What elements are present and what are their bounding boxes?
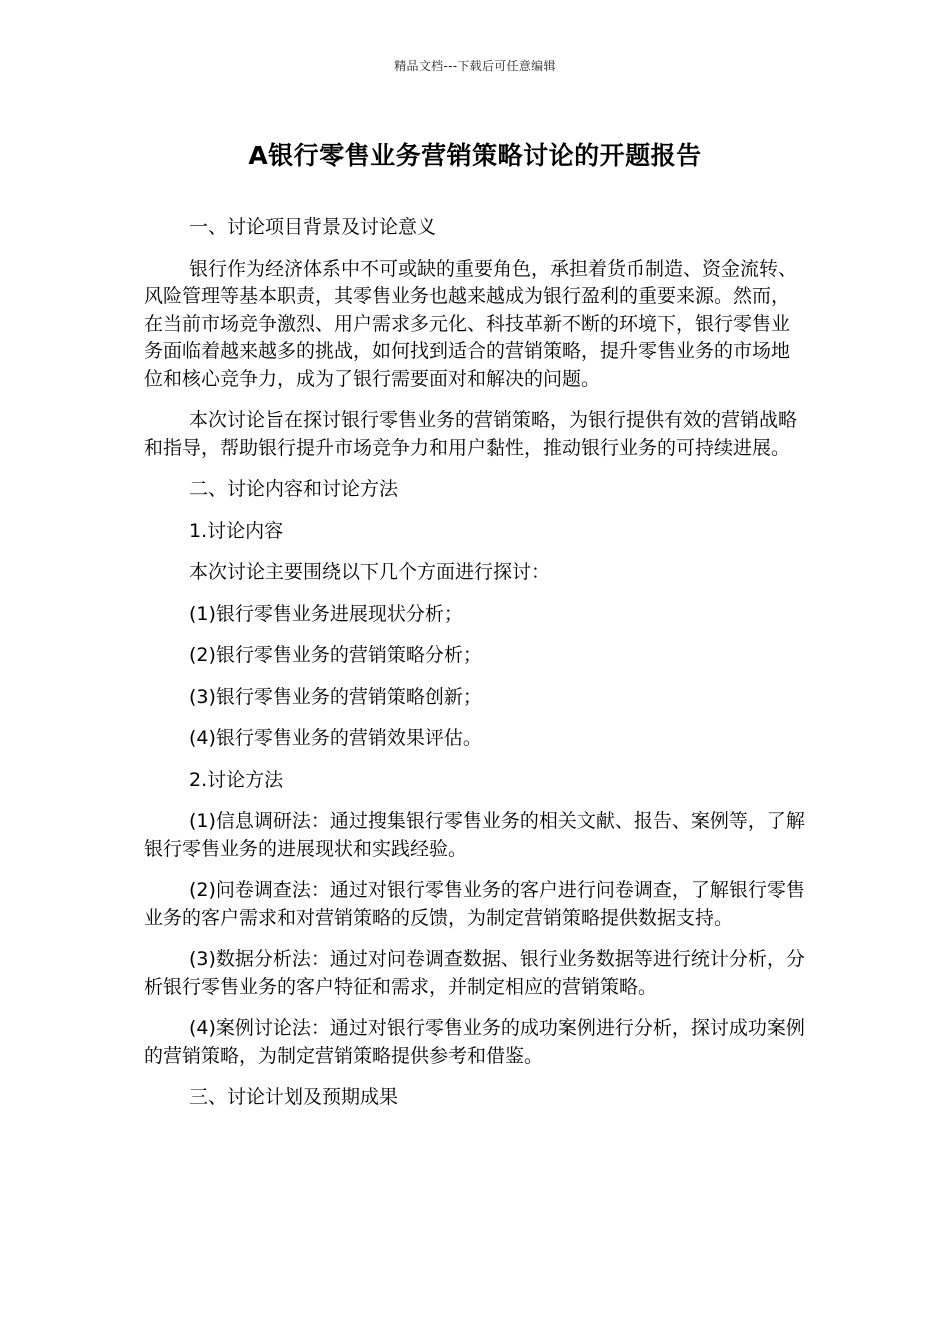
method-item: (4)案例讨论法：通过对银行零售业务的成功案例进行分析，探讨成功案例的营销策略，为制定营销策略提供参考和借鉴。 bbox=[144, 1017, 805, 1067]
section-heading-plan: 三、讨论计划及预期成果 bbox=[189, 1086, 399, 1108]
subheading-content: 1.讨论内容 bbox=[189, 519, 284, 542]
document-body bbox=[144, 214, 808, 1126]
list-item: (2)银行零售业务的营销策略分析； bbox=[189, 644, 482, 666]
document-title: A银行零售业务营销策略讨论的开题报告 bbox=[248, 141, 702, 170]
list-item: (1)银行零售业务进展现状分析； bbox=[189, 602, 463, 625]
section-heading-content-method: 二、讨论内容和讨论方法 bbox=[189, 478, 399, 500]
list-item: (4)银行零售业务的营销效果评估。 bbox=[189, 727, 482, 749]
page-header: 精品文档---下载后可任意编辑 bbox=[394, 59, 556, 73]
paragraph: 银行作为经济体系中不可或缺的重要角色，承担着货币制造、资金流转、风险管理等基本职责，其零售业务也越来越成为银行盈利的重要来源。然而，在当前市场竞争激烈、用户需求多元化、科技革新不断的环境下，银行零售业务面临着越来越多的挑战，如何找到适合的营销策略，提升零售业务的市场地位和核心竞争力，成为了银行需要面对和解决的问题。 bbox=[144, 257, 798, 390]
method-item: (3)数据分析法：通过对问卷调查数据、银行业务数据等进行统计分析，分析银行零售业务的客户特征和需求，并制定相应的营销策略。 bbox=[144, 948, 805, 998]
method-item: (2)问卷调查法：通过对银行零售业务的客户进行问卷调查，了解银行零售业务的客户需求和对营销策略的反馈，为制定营销策略提供数据支持。 bbox=[144, 879, 805, 929]
method-item: (1)信息调研法：通过搜集银行零售业务的相关文献、报告、案例等，了解银行零售业务的进展现状和实践经验。 bbox=[144, 810, 805, 860]
paragraph: 本次讨论主要围绕以下几个方面进行探讨： bbox=[189, 561, 551, 583]
paragraph: 本次讨论旨在探讨银行零售业务的营销策略，为银行提供有效的营销战略和指导，帮助银行提升市场竞争力和用户黏性，推动银行业务的可持续进展。 bbox=[144, 409, 798, 459]
list-item: (3)银行零售业务的营销策略创新； bbox=[189, 685, 482, 708]
subheading-method: 2.讨论方法 bbox=[189, 768, 284, 791]
section-heading-background: 一、讨论项目背景及讨论意义 bbox=[189, 216, 437, 238]
